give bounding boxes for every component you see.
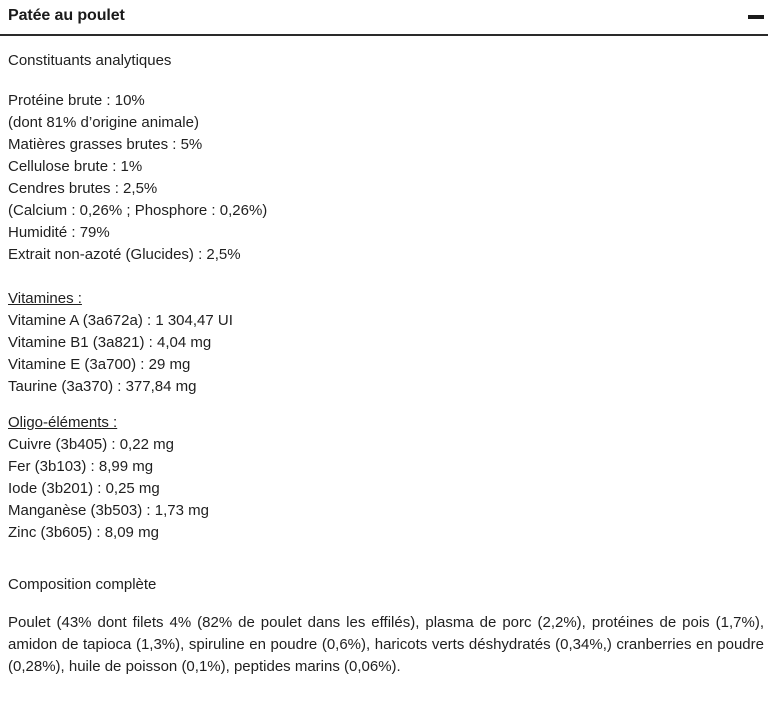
vitamins-title: Vitamines :: [8, 290, 82, 307]
accordion-title: Patée au poulet: [8, 7, 125, 24]
list-item: Protéine brute : 10%: [8, 92, 145, 109]
analytics-title: Constituants analytiques: [8, 52, 172, 69]
list-item: Zinc (3b605) : 8,09 mg: [8, 524, 159, 541]
oligo-title: Oligo-éléments :: [8, 414, 118, 431]
list-item: Manganèse (3b503) : 1,73 mg: [8, 502, 209, 519]
list-item: Vitamine E (3a700) : 29 mg: [8, 356, 191, 373]
list-item: (Calcium : 0,26% ; Phosphore : 0,26%): [8, 202, 268, 219]
composition-text: Poulet (43% dont filets 4% (82% de poulet dans les effilés), plasma de porc (2,2%), protéines de pois (1,7%), amidon de tapioca (1,3%), spiruline en poudre (0,6%), haricots verts déshydratés (0,34%,) cranberries en poudre (0,28%), huile de poisson (0,1%), peptides marins (0,06%).: [8, 614, 764, 675]
list-item: Humidité : 79%: [8, 224, 110, 241]
list-item: (dont 81% d’origine animale): [8, 114, 199, 131]
list-item: Matières grasses brutes : 5%: [8, 136, 203, 153]
list-item: Vitamine A (3a672a) : 1 304,47 UI: [8, 312, 233, 329]
vitamins-list: [8, 310, 233, 398]
list-item: Fer (3b103) : 8,99 mg: [8, 458, 154, 475]
list-item: Extrait non-azoté (Glucides) : 2,5%: [8, 246, 241, 263]
list-item: Iode (3b201) : 0,25 mg: [8, 480, 160, 497]
analytics-list: [8, 90, 267, 266]
list-item: Cuivre (3b405) : 0,22 mg: [8, 436, 174, 453]
accordion-header[interactable]: [0, 0, 768, 36]
list-item: Vitamine B1 (3a821) : 4,04 mg: [8, 334, 212, 351]
list-item: Cendres brutes : 2,5%: [8, 180, 158, 197]
list-item: Cellulose brute : 1%: [8, 158, 143, 175]
composition-title: Composition complète: [8, 576, 157, 593]
oligo-list: [8, 434, 209, 544]
minus-icon[interactable]: [748, 15, 764, 19]
list-item: Taurine (3a370) : 377,84 mg: [8, 378, 197, 395]
